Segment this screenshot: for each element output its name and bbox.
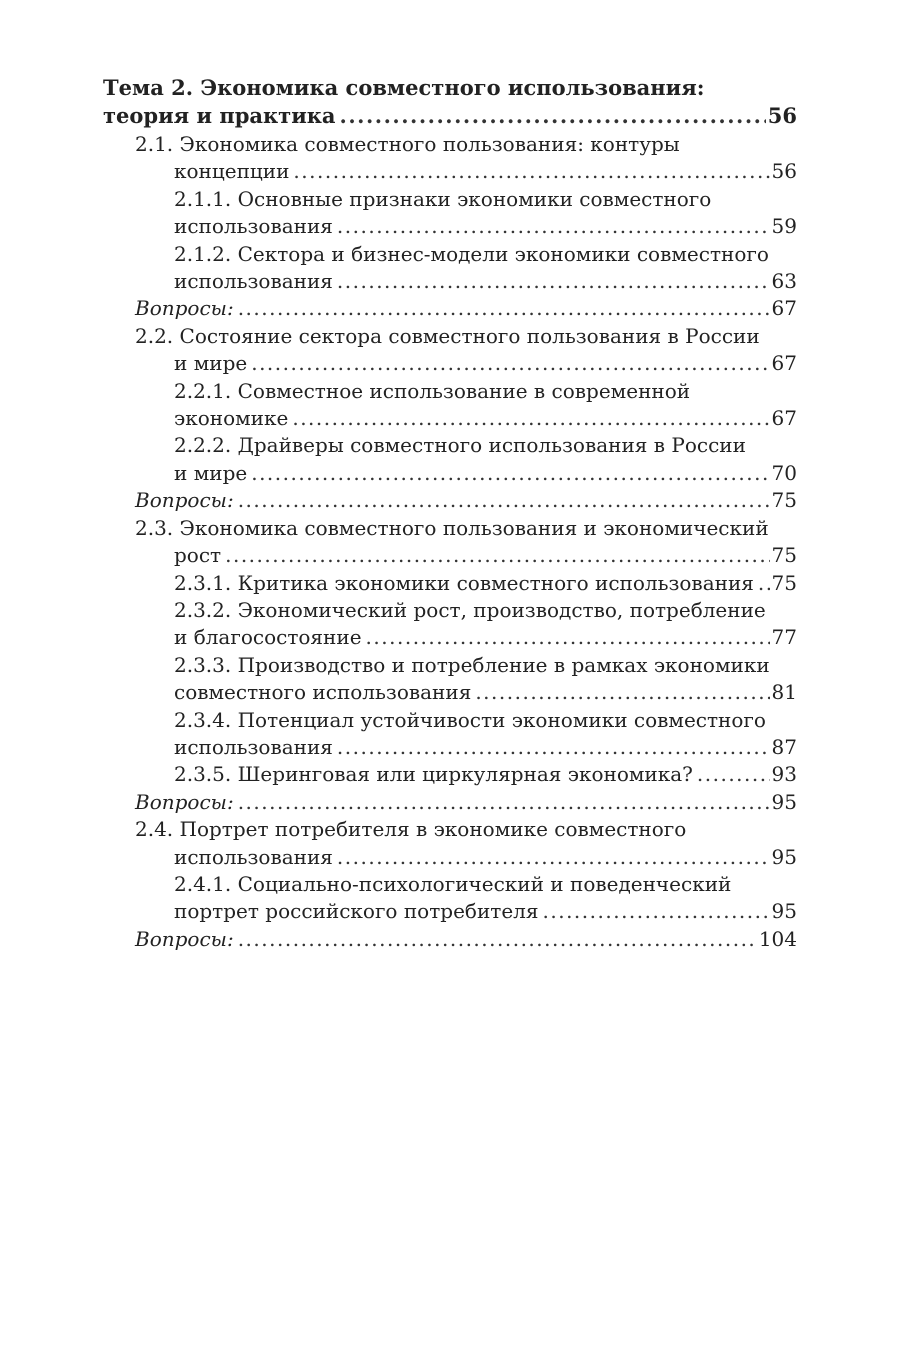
toc-subsection-entry[interactable] <box>103 652 797 707</box>
toc-entry-title-line1: 2.1. Экономика совместного пользования: контуры <box>135 132 680 156</box>
toc-subsection-entry[interactable] <box>103 432 797 487</box>
toc-entry-title-line1: 2.4. Портрет потребителя в экономике совместного <box>135 817 687 842</box>
toc-entry-page-number: 77 <box>771 625 797 650</box>
toc-subsection-entry[interactable] <box>103 378 797 433</box>
toc-topic-title-line1: Тема 2. Экономика совместного использования: <box>103 75 705 100</box>
toc-entry-page-number: 56 <box>771 159 797 184</box>
toc-entry-page-number: 75 <box>771 543 797 568</box>
dot-leader <box>340 102 766 130</box>
dot-leader <box>292 405 769 432</box>
toc-entry-title-line2: и мире <box>174 351 248 376</box>
toc-entry-title-line1: 2.3.2. Экономический рост, производство, потребление <box>174 597 766 622</box>
dot-leader <box>238 487 770 514</box>
toc-entry-title-line2: 2.3.1. Критика экономики совместного использования <box>174 570 754 595</box>
toc-entry-page-number: 75 <box>771 488 797 513</box>
dot-leader <box>251 460 769 487</box>
toc-entry-list <box>103 131 797 953</box>
dot-leader <box>337 844 770 871</box>
toc-section-entry[interactable] <box>103 323 797 378</box>
toc-entry-page-number: 93 <box>771 762 797 787</box>
dot-leader <box>337 734 770 761</box>
toc-entry-title-line2: Вопросы: <box>135 296 234 321</box>
dot-leader <box>366 624 770 651</box>
toc-entry-title-line2: совместного использования <box>174 680 472 705</box>
toc-entry-title-line1: 2.1.2. Сектора и бизнес-модели экономики совместного <box>174 241 769 266</box>
dot-leader <box>238 926 757 953</box>
toc-questions-entry[interactable] <box>103 295 797 322</box>
dot-leader <box>238 789 770 816</box>
toc-entry-title-line1: 2.2.1. Совместное использование в современной <box>174 378 691 403</box>
toc-questions-entry[interactable] <box>103 487 797 514</box>
toc-entry-page-number: 95 <box>771 844 797 869</box>
toc-subsection-entry[interactable] <box>103 241 797 296</box>
toc-entry-title-line1: 2.3.3. Производство и потребление в рамках экономики <box>174 652 770 677</box>
toc-topic-page-number: 56 <box>767 103 797 128</box>
toc-entry-title-line1: 2.2. Состояние сектора совместного пользования в России <box>135 323 760 348</box>
dot-leader <box>337 268 770 295</box>
toc-entry-page-number: 104 <box>758 926 797 951</box>
toc-section-entry[interactable] <box>103 816 797 871</box>
toc-subsection-entry[interactable] <box>103 570 797 597</box>
toc-entry-title-line2: Вопросы: <box>135 488 234 513</box>
toc-entry-title-line2: использования <box>174 734 333 759</box>
toc-subsection-entry[interactable] <box>103 186 797 241</box>
dot-leader <box>225 542 769 569</box>
toc-topic-heading[interactable] <box>103 74 797 130</box>
toc-entry-page-number: 95 <box>771 899 797 924</box>
toc-entry-page-number: 81 <box>771 680 797 705</box>
toc-entry-title-line2: 2.3.5. Шеринговая или циркулярная экономика? <box>174 762 693 787</box>
toc-subsection-entry[interactable] <box>103 707 797 762</box>
dot-leader <box>238 295 770 322</box>
toc-questions-entry[interactable] <box>103 926 797 953</box>
dot-leader <box>293 158 769 185</box>
toc-entry-title-line2: концепции <box>174 159 290 184</box>
toc-entry-page-number: 59 <box>771 214 797 239</box>
dot-leader <box>543 898 770 925</box>
toc-topic-title-line2: теория и практика <box>103 103 336 128</box>
toc-entry-title-line2: рост <box>174 543 222 568</box>
toc-entry-page-number: 95 <box>771 789 797 814</box>
toc-section-entry[interactable] <box>103 515 797 570</box>
toc-entry-page-number: 63 <box>771 269 797 294</box>
dot-leader <box>758 570 770 597</box>
toc-subsection-entry[interactable] <box>103 761 797 788</box>
toc-subsection-entry[interactable] <box>103 871 797 926</box>
dot-leader <box>251 350 769 377</box>
toc-entry-title-line2: портрет российского потребителя <box>174 899 539 924</box>
toc-entry-title-line2: Вопросы: <box>135 789 234 814</box>
toc-entry-title-line2: использования <box>174 844 333 869</box>
toc-entry-title-line1: 2.1.1. Основные признаки экономики совместного <box>174 186 712 211</box>
toc-section-entry[interactable] <box>103 131 797 186</box>
dot-leader <box>337 213 770 240</box>
toc-entry-page-number: 67 <box>771 351 797 376</box>
toc-entry-title-line1: 2.4.1. Социально-психологический и поведенческий <box>174 871 732 896</box>
toc-entry-title-line1: 2.2.2. Драйверы совместного использования в России <box>174 433 746 458</box>
dot-leader <box>697 761 770 788</box>
toc-entry-title-line2: Вопросы: <box>135 926 234 951</box>
table-of-contents <box>103 74 797 953</box>
toc-entry-title-line2: использования <box>174 214 333 239</box>
toc-entry-page-number: 67 <box>771 406 797 431</box>
toc-entry-title-line1: 2.3. Экономика совместного пользования и экономический <box>135 515 769 540</box>
toc-entry-page-number: 87 <box>771 734 797 759</box>
toc-entry-title-line2: и мире <box>174 460 248 485</box>
toc-entry-page-number: 67 <box>771 296 797 321</box>
toc-questions-entry[interactable] <box>103 789 797 816</box>
toc-entry-page-number: 70 <box>771 460 797 485</box>
dot-leader <box>475 679 769 706</box>
toc-entry-title-line2: использования <box>174 269 333 294</box>
toc-subsection-entry[interactable] <box>103 597 797 652</box>
toc-entry-title-line2: и благосостояние <box>174 625 362 650</box>
toc-entry-title-line2: экономике <box>174 406 289 431</box>
toc-entry-page-number: 75 <box>771 570 797 595</box>
toc-entry-title-line1: 2.3.4. Потенциал устойчивости экономики совместного <box>174 707 766 732</box>
